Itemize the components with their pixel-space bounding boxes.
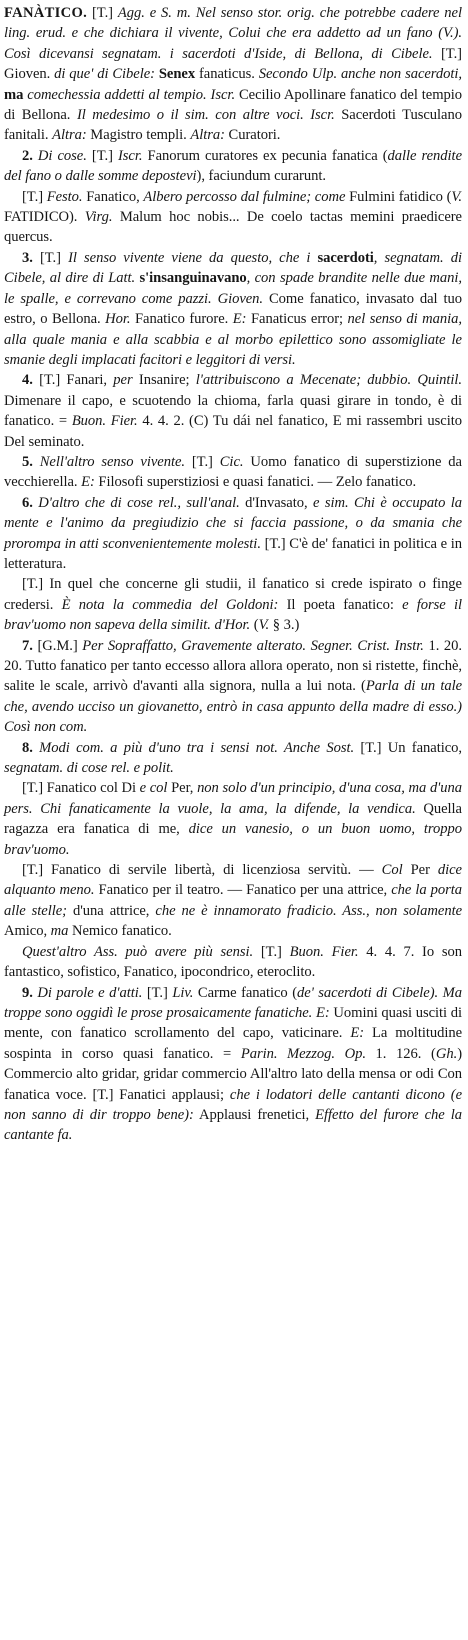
text-run: e forse il brav'uomo non sapeva della similit. d'Hor.: [4, 596, 462, 634]
entry-paragraph-8d: [4, 942, 462, 983]
entry-paragraph-8b: [4, 778, 462, 860]
text-run: [T.]: [86, 147, 118, 164]
text-run: Parla di un tale che, avendo ucciso un giovanetto, entrò in casa appunto della madre di esso.) Così non com.: [4, 678, 463, 736]
text-run: Agg. e S. m. Nel senso stor. orig. che potrebbe cadere nel ling. erud. e che dichiara il vivente, Colui che era addetto ad un fano (V.). Così dicevansi segnatam. i sacerdoti d'Iside, di Bellona, di Cibele.: [4, 5, 462, 62]
text-run: Altra:: [190, 127, 225, 144]
text-run: Nemico fanatico.: [68, 923, 172, 940]
text-run: Malum hoc nobis... De coelo tactas memini praedicere quercus.: [4, 209, 462, 246]
text-run: ) Commercio alto gridar, gridar commercio All'altro lato della mensa or odi Con fanatica voce. [T.] Fanatici applausi;: [4, 1045, 462, 1103]
text-run: Fulmini fatidico (: [345, 188, 452, 205]
text-run: de' sacerdoti di Cibele). Ma troppe sono oggidì le prose prosaicamente fanatiche. E:: [4, 984, 462, 1021]
text-run: Parin. Mezzog. Op.: [240, 1045, 366, 1062]
text-run: Modi com. a più d'uno tra i sensi not. Anche Sost.: [39, 739, 355, 756]
entry-paragraph-5: [4, 452, 462, 493]
text-run: di que' di Cibele:: [54, 66, 155, 83]
sense-number: 5.: [22, 453, 40, 470]
sense-number: 6.: [22, 494, 39, 511]
sense-number: 8.: [22, 739, 40, 756]
entry-paragraph-2b: [4, 187, 462, 248]
text-run: Iscr.: [117, 147, 143, 164]
text-run: Di parole e d'atti.: [37, 984, 143, 1001]
entry-paragraph-3: [4, 248, 462, 370]
text-run: Albero percosso dal fulmine; come: [143, 188, 346, 205]
text-run: sacerdoti: [317, 249, 374, 266]
text-run: V.: [258, 617, 270, 634]
text-run: [T.] Gioven.: [4, 45, 462, 83]
text-run: , con spade brandite nelle due mani, le spalle, e correvano come pazzi. Gioven.: [4, 270, 462, 307]
text-run: 1. 126. (: [365, 1045, 436, 1062]
entry-paragraph-4: [4, 370, 462, 452]
text-run: Col: [381, 862, 403, 879]
sense-number: 4.: [22, 372, 40, 389]
text-run: [T.] Un fanatico,: [354, 739, 462, 756]
text-run: ma: [4, 86, 24, 103]
text-run: Curatori.: [224, 127, 281, 144]
text-run: È nota la commedia del Goldoni:: [61, 596, 279, 613]
text-run: 4. 4. 7. Io son fantastico, sofistico, Fanatico, ipocondrico, eteroclito.: [4, 943, 462, 981]
text-run: nel senso di mania, alla quale mania e alla scabbia e al morbo epilettico sono assomigliate le smanie degli implacati facitori e leggitori di versi.: [4, 311, 462, 368]
text-run: Carme fanatico (: [193, 984, 298, 1001]
text-run: dice un vanesio, o un buon uomo, troppo brav'uomo.: [4, 821, 462, 858]
text-run: [T.] In quel che concerne gli studii, il fanatico si crede ispirato o finge credersi.: [4, 576, 462, 613]
text-run: Festo.: [46, 188, 83, 205]
text-run: Per,: [167, 780, 198, 797]
entry-paragraph-6b: [4, 574, 462, 635]
text-run: Cic.: [219, 453, 244, 470]
sense-number: 3.: [22, 249, 40, 266]
text-run: Dimenare il capo, e scuotendo la chioma, farla quasi girare in tondo, è di fanatico. =: [4, 392, 462, 430]
text-run: che i lodatori delle cantanti dicono (e non sanno di dir troppo bene):: [4, 1086, 463, 1123]
text-run: d'una attrice,: [66, 902, 156, 919]
text-run: Magistro templi.: [86, 127, 191, 144]
text-run: Di cose.: [37, 147, 87, 164]
text-run: E:: [350, 1025, 365, 1042]
text-run: Quella ragazza era fanatica di me,: [4, 800, 462, 838]
text-run: Effetto del furore che la cantante fa.: [4, 1106, 463, 1144]
text-run: Insanire;: [132, 372, 196, 389]
text-run: dice alquanto meno.: [4, 862, 462, 899]
entry-paragraph-7: [4, 636, 462, 738]
headword: FANÀTICO.: [4, 5, 88, 21]
entry-paragraph-8c: [4, 860, 462, 942]
text-run: Buon. Fier.: [71, 413, 138, 430]
text-run: l'attribuiscono a Mecenate; dubbio. Quintil.: [195, 372, 463, 389]
text-run: per: [113, 372, 133, 389]
text-run: fanaticus.: [195, 66, 259, 83]
text-run: E:: [232, 311, 247, 328]
text-run: segnatam. di cose rel. e polit.: [4, 760, 174, 777]
text-run: Come fanatico, invasato dal tuo estro, o Bellona.: [4, 290, 462, 328]
text-run: Buon. Fier.: [289, 943, 359, 960]
text-run: che la porta alle stelle;: [4, 882, 462, 919]
text-run: 1. 20. 20. Tutto fanatico per tanto eccesso allora allora operato, non si ristette, finchè, salite le scale, arrivò d'avanti alla signora, nulla a lui nota. (: [4, 637, 462, 695]
text-run: Nell'altro senso vivente.: [39, 453, 185, 470]
text-run: Applausi frenetici,: [193, 1106, 316, 1123]
text-run: non solo d'un principio, d'una cosa, ma d'una pers. Chi fanaticamente la vuole, la ama, la difende, la vendica.: [4, 780, 462, 817]
sense-number: 2.: [22, 147, 38, 164]
text-run: Fanorum curatores ex pecunia fanatica (: [142, 147, 388, 164]
text-run: [T.]: [87, 5, 118, 21]
text-run: [T.]: [253, 943, 290, 960]
text-run: Senex: [154, 66, 196, 83]
text-run: , segnatam. di Cibele, al dire di Latt.: [4, 249, 462, 287]
text-run: Cecilio Apollinare fanatico del tempio di Bellona.: [4, 86, 463, 124]
text-run: s'insanguinavano: [139, 270, 247, 287]
text-run: [T.] C'è de' fanatici in politica e in letteratura.: [4, 535, 462, 572]
text-run: Fanatico furore.: [130, 311, 233, 328]
entry-paragraph-8: [4, 738, 462, 779]
text-run: [T.]: [142, 984, 173, 1001]
text-run: comechessia addetti al tempio. Iscr.: [23, 86, 236, 103]
text-run: ), faciundum curarunt.: [196, 168, 326, 185]
text-run: Secondo Ulp. anche non sacerdoti,: [258, 66, 462, 83]
text-run: Quest'altro Ass. può avere più sensi.: [22, 943, 254, 960]
text-run: Hor.: [105, 311, 131, 328]
text-run: Il poeta fanatico:: [278, 596, 403, 613]
entry-paragraph-1: [4, 3, 462, 146]
text-run: Uomo fanatico di superstizione da vecchierella.: [4, 453, 462, 491]
text-run: Uomini quasi usciti di mente, con fanatico scrollamento del capo, vaticinare.: [4, 1004, 463, 1042]
text-run: V.: [451, 188, 462, 205]
text-run: [G.M.]: [37, 637, 83, 654]
text-run: Liv.: [172, 984, 194, 1001]
text-run: [T.] Fanari,: [39, 372, 114, 389]
sense-number: 9.: [22, 984, 38, 1001]
text-run: [T.]: [39, 249, 69, 266]
text-run: (: [250, 617, 259, 634]
text-run: Sacerdoti Tusculano fanitali.: [4, 107, 462, 144]
text-run: [T.]: [22, 188, 47, 205]
text-run: [T.]: [185, 453, 220, 470]
text-run: [T.] Fanatico di servile libertà, di licenziosa servitù. —: [22, 862, 382, 879]
text-run: 4. 4. 2. (C) Tu dái nel fanatico, E mi rassembri uscito Del seminato.: [4, 413, 462, 450]
entry-paragraph-2: [4, 146, 462, 187]
text-run: Fanaticus error;: [246, 311, 348, 328]
entry-paragraph-9: [4, 983, 462, 1146]
text-run: Il medesimo o il sim. con altre voci. Iscr.: [76, 107, 335, 124]
text-run: che ne è innamorato fradicio. Ass., non solamente: [155, 902, 463, 919]
text-run: FATIDICO).: [4, 209, 85, 226]
text-run: D'altro che di cose rel., sull'anal.: [38, 494, 240, 511]
text-run: Gh.: [435, 1045, 458, 1062]
text-run: Amico,: [4, 923, 51, 940]
text-run: ma: [50, 923, 69, 940]
text-run: E:: [81, 474, 95, 491]
text-run: Filosofi superstiziosi e quasi fanatici. — Zelo fanatico.: [94, 474, 417, 491]
entry-paragraph-6: [4, 493, 462, 575]
text-run: Fanatico,: [82, 188, 144, 205]
text-run: [T.] Fanatico col Di: [22, 780, 140, 797]
text-run: e col: [139, 780, 168, 797]
text-run: § 3.): [269, 617, 300, 634]
text-run: e sim. Chi è occupato la mente e l'animo da pregiudizio che si faccia passione, o da smania che prorompa in atti sconvenientemente molesti.: [4, 494, 462, 552]
text-run: d'Invasato,: [239, 494, 313, 511]
text-run: Fanatico per il teatro. — Fanatico per una attrice,: [94, 882, 392, 899]
text-run: dalle rendite del fano o dalle somme depostevi: [4, 147, 462, 185]
text-run: Altra:: [52, 127, 87, 144]
text-run: Il senso vivente viene da questo, che i: [68, 249, 318, 266]
text-run: Per: [402, 862, 438, 879]
sense-number: 7.: [22, 637, 38, 654]
text-run: La moltitudine sospinta in corso quasi fanatico. =: [4, 1025, 462, 1062]
text-run: Per Sopraffatto, Gravemente alterato. Segner. Crist. Instr.: [82, 637, 424, 654]
text-run: Virg.: [84, 209, 113, 226]
